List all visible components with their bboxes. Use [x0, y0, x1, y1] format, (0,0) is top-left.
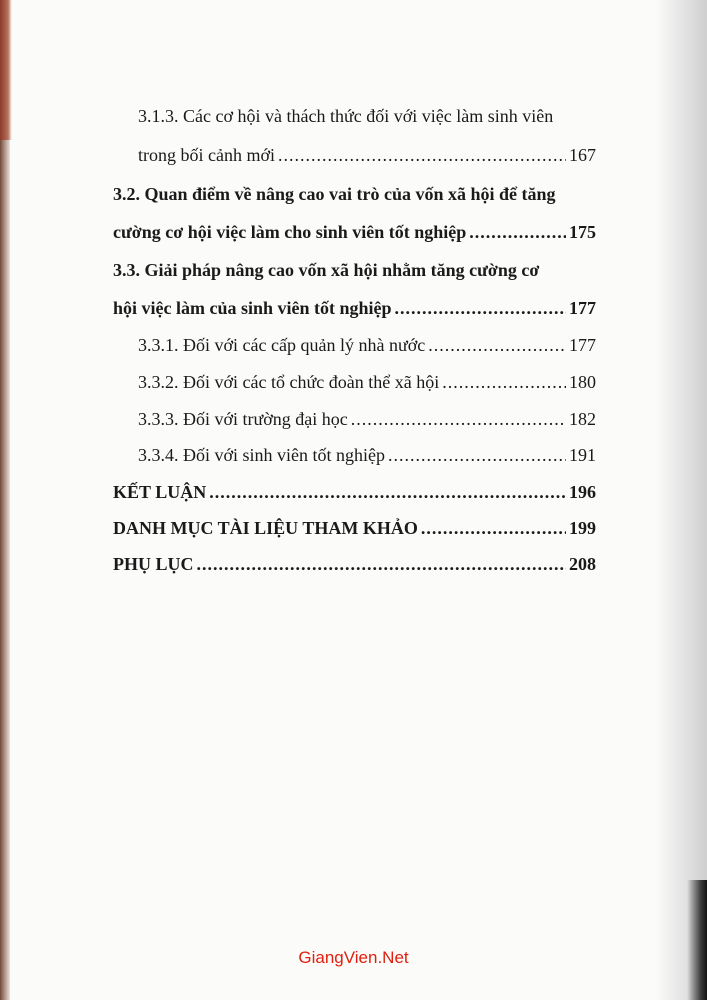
toc-entry-3-3-4: [138, 443, 596, 467]
toc-page-number: 208: [569, 554, 596, 574]
toc-entry-3-3-line2: [113, 296, 596, 320]
toc-page-number: 175: [569, 222, 596, 242]
toc-entry-text: 3.3.4. Đối với sinh viên tốt nghiệp: [138, 445, 386, 465]
toc-entry-text: 3.3.2. Đối với các tổ chức đoàn thể xã hội: [138, 372, 440, 392]
toc-page-number: 177: [569, 298, 596, 318]
dot-leader: [442, 370, 566, 394]
dot-leader: [351, 407, 566, 431]
toc-page-number: 199: [569, 518, 596, 538]
toc-entry-text: KẾT LUẬN: [113, 482, 207, 502]
toc-entry-text: trong bối cảnh mới: [138, 145, 275, 165]
toc-entry-text: 3.3. Giải pháp nâng cao vốn xã hội nhằm tăng cường cơ: [113, 260, 540, 280]
toc-entry-text: 3.1.3. Các cơ hội và thách thức đối với việc làm sinh viên: [138, 106, 554, 126]
toc-entry-text: 3.3.3. Đối với trường đại học: [138, 409, 348, 429]
toc-entry-text: hội việc làm của sinh viên tốt nghiệp: [113, 298, 392, 318]
dot-leader: [197, 552, 567, 576]
dot-leader: [388, 443, 566, 467]
toc-entry-3-1-3-line2: [138, 143, 596, 167]
dot-leader: [395, 296, 566, 320]
toc-entry-text: PHỤ LỤC: [113, 554, 194, 574]
toc-entry-3-2-line1: [113, 182, 596, 206]
dot-leader: [209, 480, 566, 504]
toc-entry-phu-luc: [113, 552, 596, 576]
toc-entry-3-2-line2: [113, 220, 596, 244]
dot-leader: [469, 220, 566, 244]
dot-leader: [278, 143, 566, 167]
toc-entry-3-1-3-line1: [138, 104, 596, 128]
toc-entry-3-3-3: [138, 407, 596, 431]
toc-entry-3-3-line1: [113, 258, 596, 282]
toc-entry-ket-luan: [113, 480, 596, 504]
dot-leader: [421, 516, 566, 540]
toc-page-number: 191: [569, 445, 596, 465]
toc-entry-3-3-1: [138, 333, 596, 357]
toc-entry-danh-muc: [113, 516, 596, 540]
toc-page-number: 180: [569, 372, 596, 392]
toc-page-number: 177: [569, 335, 596, 355]
toc-entry-3-3-2: [138, 370, 596, 394]
toc-page-number: 196: [569, 482, 596, 502]
dot-leader: [428, 333, 566, 357]
toc-page-number: 167: [569, 145, 596, 165]
toc-entry-text: 3.2. Quan điểm về nâng cao vai trò của vốn xã hội để tăng: [113, 184, 556, 204]
toc-page-number: 182: [569, 409, 596, 429]
watermark-text: GiangVien.Net: [298, 948, 409, 967]
toc-entry-text: cường cơ hội việc làm cho sinh viên tốt nghiệp: [113, 222, 467, 242]
toc-entry-text: DANH MỤC TÀI LIỆU THAM KHẢO: [113, 518, 418, 538]
toc-entry-text: 3.3.1. Đối với các cấp quản lý nhà nước: [138, 335, 426, 355]
